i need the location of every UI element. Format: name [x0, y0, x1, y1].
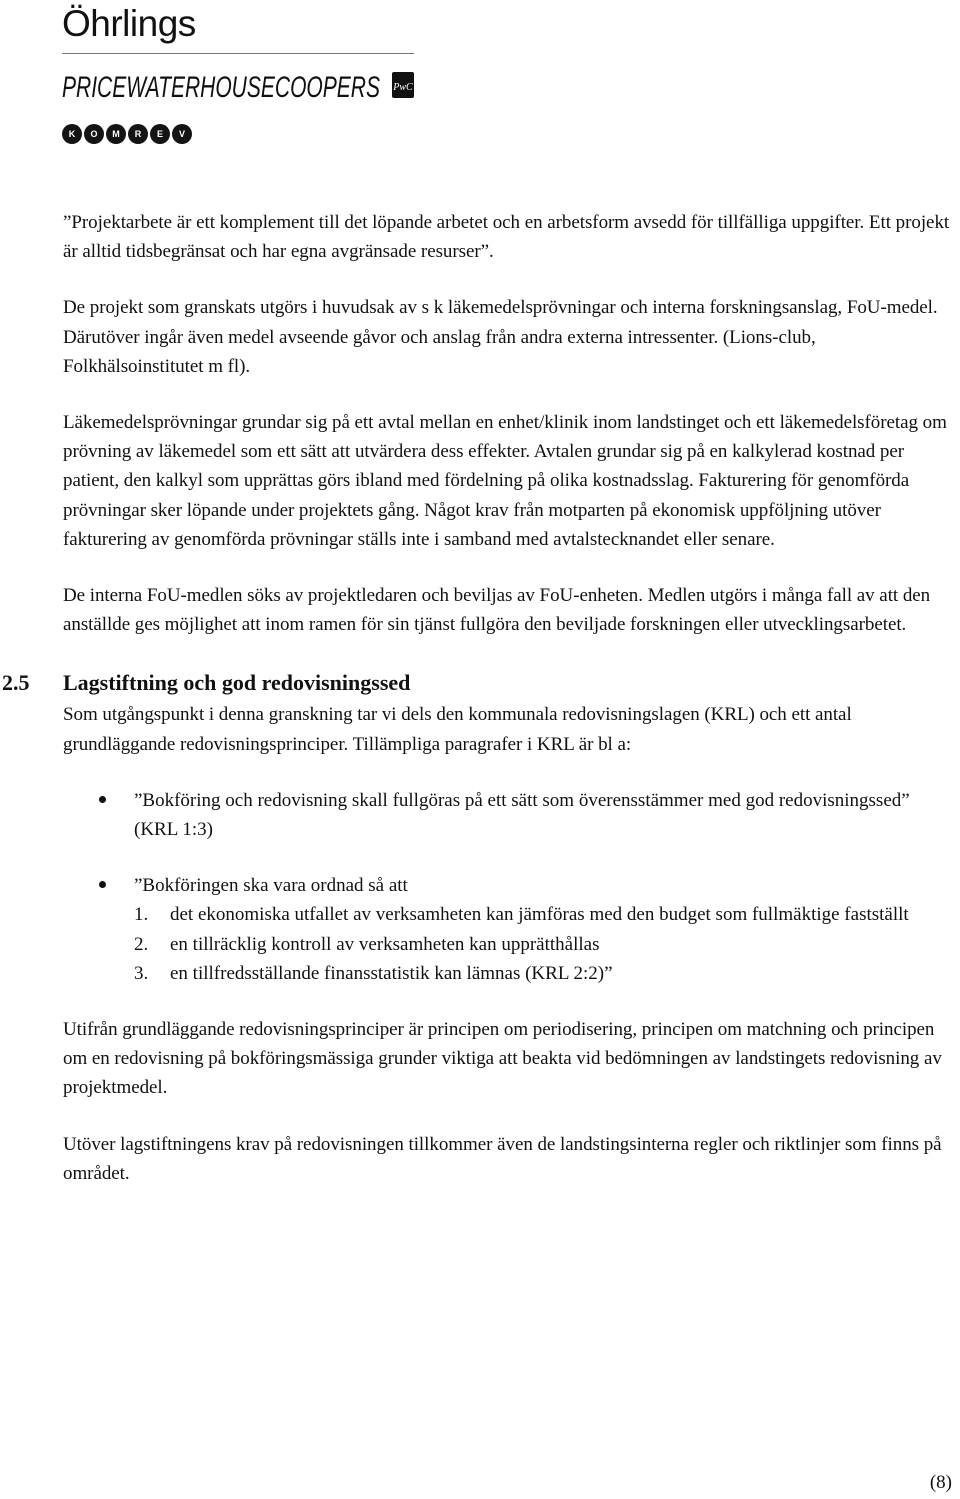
section-title: Lagstiftning och god redovisningssed	[63, 670, 411, 696]
paragraph-drug-trials: Läkemedelsprövningar grundar sig på ett avtal mellan en enhet/klinik inom landstinget och ett läkemedelsföretag om prövning av läkemedel som ett sätt att utvärdera dess effekter. Avtalen grundar sig på en kalkylerad kostnad per patient, den kalkyl som upprättas görs ibland med fördelning på olika kostnadsslag. Fakturering för genomförda prövningar sker löpande under projektets gång. Något krav från motparten på ekonomisk uppföljning utöver fakturering av genomförda prövningar ställs inte i samband med avtalstecknandet eller senare.	[63, 412, 947, 550]
bullet-text: ”Bokföringen ska vara ordnad så att	[134, 875, 408, 897]
paragraph-accounting-principles: Utifrån grundläggande redovisningsprinciper är principen om periodisering, principen om matchning och principen om en redovisning på bokföringsmässiga grunder viktiga att beakta vid bedömningen av landstingets redovisning av projektmedel.	[63, 1019, 942, 1099]
komrev-letter: O	[84, 124, 104, 144]
numbered-item	[134, 930, 958, 959]
komrev-letter: M	[106, 124, 126, 144]
komrev-letter: E	[150, 124, 170, 144]
paragraph-project-types: De projekt som granskats utgörs i huvudsak av s k läkemedelsprövningar och interna forskningsanslag, FoU-medel. Därutöver ingår även medel avseende gåvor och anslag från andra externa intressenter. (Lions-club, Folkhälsoinstitutet m fl).	[63, 297, 938, 377]
numbered-item	[134, 900, 958, 929]
krl-bullet-list	[63, 786, 958, 988]
brand-name: Öhrlings	[62, 3, 196, 44]
list-number: 3.	[134, 962, 149, 984]
section-number: 2.5	[2, 670, 30, 696]
komrev-logo	[62, 124, 192, 146]
komrev-letter: R	[128, 124, 148, 144]
bullet-icon	[99, 796, 106, 803]
header-divider	[62, 53, 414, 54]
paragraph-internal-rules: Utöver lagstiftningens krav på redovisningen tillkommer även de landstingsinterna regler och riktlinjer som finns på området.	[63, 1133, 942, 1184]
list-number: 1.	[134, 904, 149, 926]
list-item	[63, 786, 958, 844]
numbered-text: det ekonomiska utfallet av verksamheten kan jämföras med den budget som fullmäktige fastställt	[170, 904, 909, 926]
numbered-list	[134, 900, 958, 988]
svg-text:PRICEWATERHOUSECOOPERS: PRICEWATERHOUSECOOPERS	[62, 71, 380, 104]
page-number: (8)	[929, 1472, 952, 1493]
list-number: 2.	[134, 933, 149, 955]
list-item	[63, 871, 958, 988]
section-intro: Som utgångspunkt i denna granskning tar vi dels den kommunala redovisningslagen (KRL) och ett antal grundläggande redovisningsprinciper. Tillämpliga paragrafer i KRL är bl a:	[63, 704, 852, 755]
bullet-text: ”Bokföring och redovisning skall fullgöras på ett sätt som överensstämmer med god redovisningssed” (KRL 1:3)	[134, 789, 910, 841]
komrev-letter: K	[62, 124, 82, 144]
numbered-text: en tillfredsställande finansstatistik kan lämnas (KRL 2:2)”	[170, 962, 613, 984]
svg-text:PwC: PwC	[393, 82, 413, 93]
numbered-item	[134, 959, 958, 988]
paragraph-fou-funds: De interna FoU-medlen söks av projektledaren och beviljas av FoU-enheten. Medlen utgörs i många fall av att den anställde ges möjlighet att inom ramen för sin tjänst fullgöra den beviljade forskningen eller utvecklingsarbetet.	[63, 585, 931, 636]
numbered-text: en tillräcklig kontroll av verksamheten kan upprätthållas	[170, 933, 600, 955]
komrev-letter: V	[172, 124, 192, 144]
pricewaterhousecoopers-logo	[62, 64, 414, 108]
paragraph-project-definition: ”Projektarbete är ett komplement till det löpande arbetet och en arbetsform avsedd för tillfälliga uppgifter. Ett projekt är alltid tidsbegränsat och har egna avgränsade resurser”.	[63, 212, 950, 263]
section-heading	[2, 666, 958, 700]
document-body	[2, 208, 958, 1215]
bullet-icon	[99, 881, 106, 888]
